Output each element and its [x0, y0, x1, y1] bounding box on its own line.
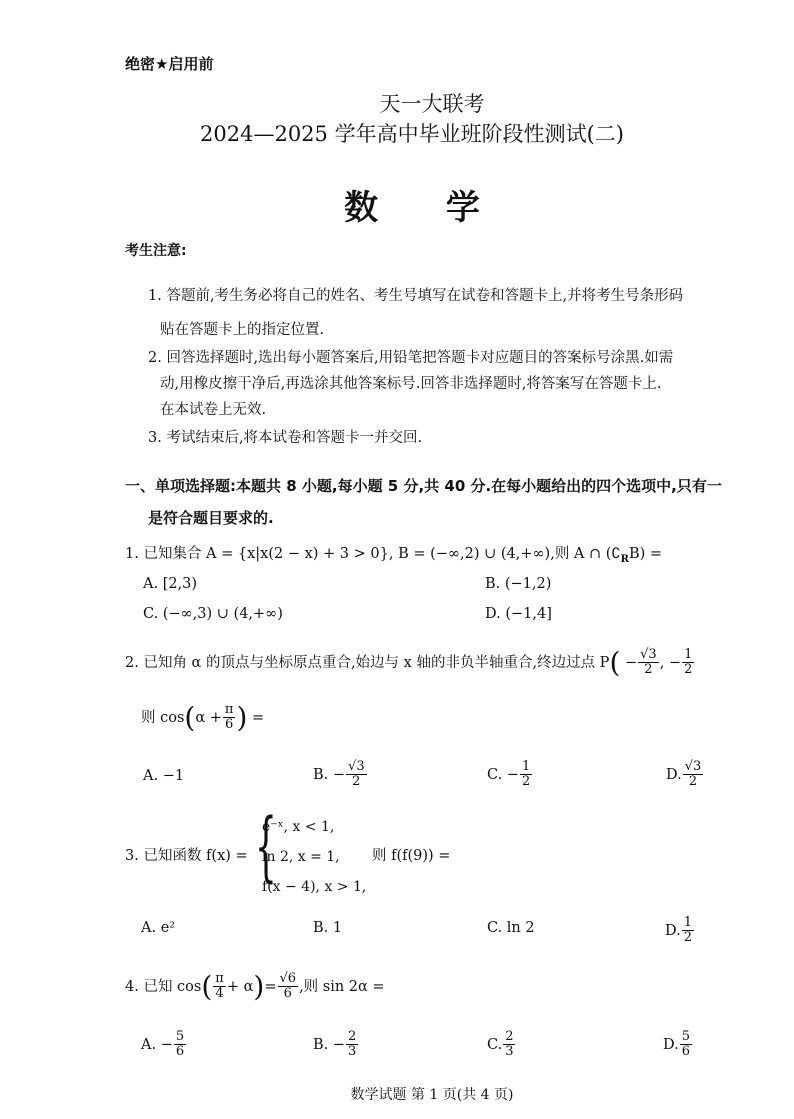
q3-option-a: A. e² — [141, 920, 176, 936]
notice-title: 考生注意: — [125, 243, 187, 259]
notice-line: 动,用橡皮擦干净后,再选涂其他答案标号.回答非选择题时,将答案写在答题卡上. — [160, 376, 662, 392]
q3-option-b: B. 1 — [313, 920, 343, 936]
q4-option-c: C. $\frac{2}{3}$ — [487, 1029, 514, 1060]
q3-option-c: C. ln 2 — [487, 920, 535, 936]
q2-option-c: C. − $\frac{1}{2}$ — [487, 759, 531, 790]
subject-title: 数 学 — [344, 188, 508, 228]
q4-option-d: D. $\frac{5}{6}$ — [663, 1029, 690, 1060]
section-title-cont: 是符合题目要求的. — [148, 509, 274, 527]
q3-case-2: ln 2, x = 1, — [262, 849, 340, 865]
notice-line: 3. 考试结束后,将本试卷和答题卡一并交回. — [148, 430, 423, 446]
notice-line: 贴在答题卡上的指定位置. — [160, 322, 325, 338]
q4-option-a: A. − $\frac{5}{6}$ — [141, 1029, 185, 1060]
q2-option-d: D. $\frac{√3}{2}$ — [666, 759, 702, 790]
q3-stem: 3. 已知函数 f(x) = — [125, 848, 248, 864]
q1-option-c: C. (−∞,3) ∪ (4,+∞) — [143, 606, 283, 622]
q4-option-b: B. − $\frac{2}{3}$ — [313, 1029, 357, 1060]
q3-case-1: e⁻ˣ, x < 1, — [262, 819, 335, 835]
notice-line: 在本试卷上无效. — [160, 402, 267, 418]
q4-stem: 4. 已知 cos( $\frac{\pi}{4}$ + α)= $\frac{√6}{6}$ ,则 sin 2α = — [125, 969, 385, 1003]
q1-option-a: A. [2,3) — [143, 576, 198, 592]
q2-point-y: $\frac{1}{2}$ — [684, 647, 693, 678]
q1-option-d: D. (−1,4] — [485, 606, 552, 622]
q3-piecewise — [262, 812, 366, 902]
q3-option-d: D. $\frac{1}{2}$ — [665, 915, 692, 946]
q3-case-3: f(x − 4), x > 1, — [262, 879, 367, 895]
exam-org: 天一大联考 — [379, 92, 485, 116]
page-footer: 数学试题 第 1 页(共 4 页) — [350, 1087, 514, 1103]
exam-title: 2024—2025 学年高中毕业班阶段性测试(二) — [200, 122, 624, 146]
q3-brace: { — [255, 801, 277, 890]
confidential-mark: 绝密★启用前 — [125, 55, 214, 73]
notice-line: 1. 答题前,考生务必将自己的姓名、考生号填写在试卷和答题卡上,并将考生号条形码 — [148, 288, 684, 304]
q3-ask: 则 f(f(9)) = — [372, 848, 451, 864]
q2-option-b: B. − $\frac{√3}{2}$ — [313, 759, 365, 790]
section-title: 一、单项选择题:本题共 8 小题,每小题 5 分,共 40 分.在每小题给出的四个选项中,只有一 — [125, 477, 722, 495]
q1-option-b: B. (−1,2) — [485, 576, 552, 592]
q2-ask: 则 cos(α + $\frac{\pi}{6}$ ) = — [141, 700, 265, 734]
q1-stem: 1. 已知集合 A = {x|x(2 − x) + 3 > 0}, B = (−∞,2) ∪ (4,+∞),则 A ∩ $(∁_RB)$ = — [125, 546, 663, 565]
q2-point-x: $\frac{√3}{2}$ — [640, 647, 657, 678]
q2-stem: 2. 已知角 α 的顶点与坐标原点重合,始边与 x 轴的非负半轴重合,终边过点 P( − $\frac{√3}{2}$ , − $\frac{1}{2}$ — [125, 645, 693, 679]
notice-line: 2. 回答选择题时,选出每小题答案后,用铅笔把答题卡对应题目的答案标号涂黑.如需 — [148, 350, 674, 366]
q2-option-a: A. −1 — [143, 768, 185, 784]
